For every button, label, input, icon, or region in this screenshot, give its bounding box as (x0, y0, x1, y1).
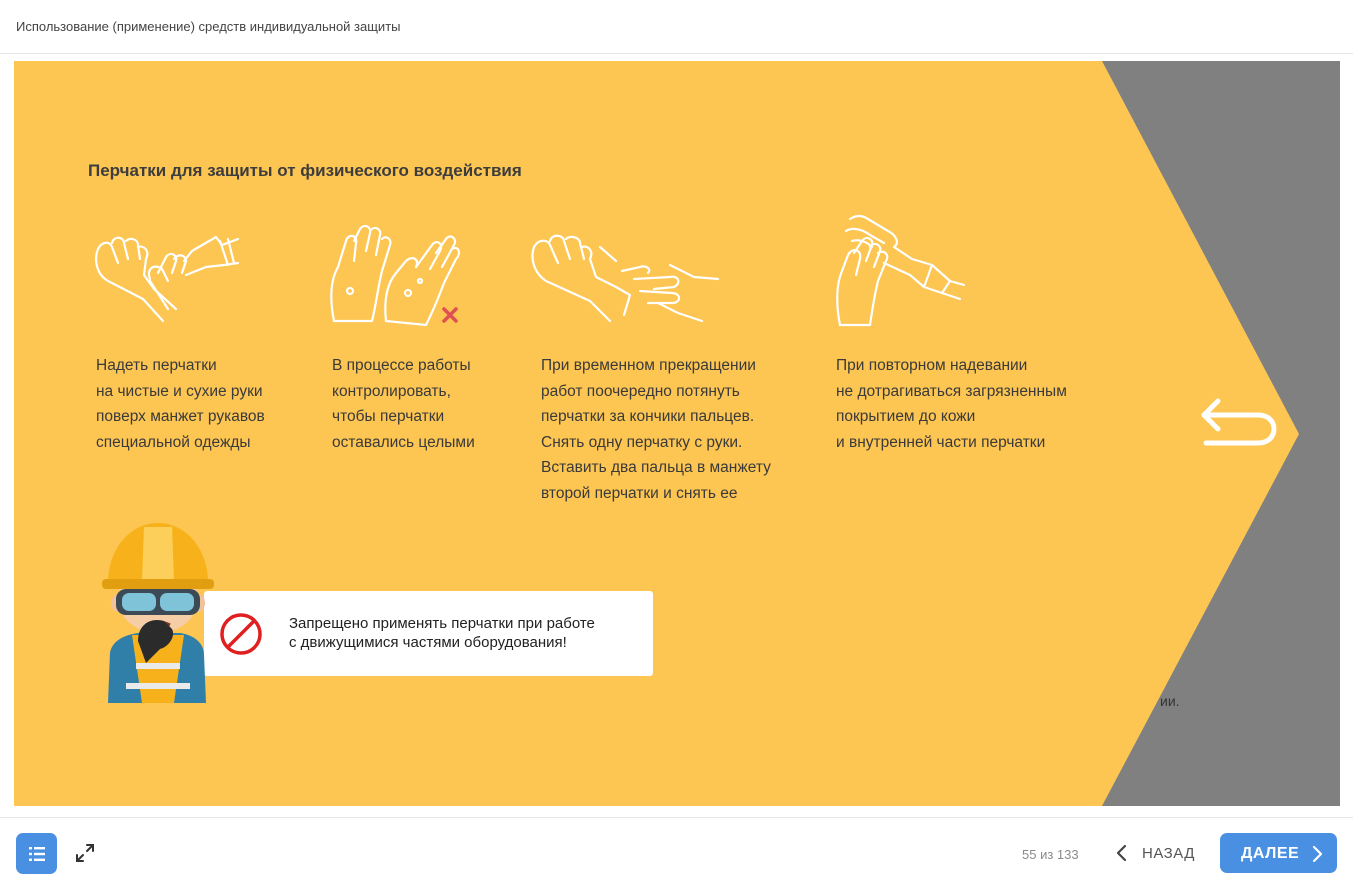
step-4-text (836, 353, 1067, 455)
top-bar (0, 0, 1353, 54)
contents-menu-button[interactable] (16, 833, 57, 874)
page-counter: 55 из 133 (1022, 847, 1079, 862)
expand-icon[interactable] (75, 843, 95, 863)
glove-reapply-icon (832, 213, 972, 328)
step-line: При временном прекращении (541, 357, 756, 374)
cross-icon (441, 306, 459, 324)
step-line: При повторном надевании (836, 357, 1028, 374)
glove-remove-icon (530, 231, 720, 326)
step-3-text (541, 353, 771, 506)
warning-text (289, 614, 595, 652)
step-line: поверх манжет рукавов (96, 408, 265, 425)
step-1-text (96, 353, 265, 455)
worker-character (98, 513, 218, 713)
step-line: Надеть перчатки (96, 357, 217, 374)
warning-line: с движущимися частями оборудования! (289, 634, 567, 651)
step-line: второй перчатки и снять ее (541, 484, 738, 502)
step-line: на чистые и сухие руки (96, 382, 263, 400)
course-title: Использование (применение) средств индивидуальной защиты (16, 19, 401, 34)
ban-icon (218, 611, 264, 657)
chevron-right-icon (1310, 845, 1324, 863)
step-line: чтобы перчатки (332, 408, 445, 425)
step-2-text (332, 353, 475, 455)
warning-line: Запрещено применять перчатки при работе (289, 615, 595, 632)
next-button[interactable] (1220, 833, 1337, 873)
step-line: не дотрагиваться загрязненным (836, 382, 1067, 400)
next-label: ДАЛЕЕ (1241, 845, 1300, 862)
step-line: перчатки за кончики пальцев. (541, 408, 755, 425)
chevron-left-icon (1114, 844, 1130, 862)
step-line: покрытием до кожи (836, 408, 976, 425)
warning-callout (204, 591, 653, 676)
list-icon (27, 844, 47, 864)
gloves-put-on-icon (88, 229, 248, 329)
step-line: и внутренней части перчатки (836, 433, 1046, 451)
back-label: НАЗАД (1142, 845, 1195, 862)
slide (14, 61, 1340, 806)
return-arrow-icon[interactable] (1198, 397, 1278, 449)
partially-hidden-text: ии. (1160, 693, 1180, 709)
step-line: специальной одежды (96, 433, 251, 451)
step-line: оставались целыми (332, 433, 475, 451)
step-line: работ поочередно потянуть (541, 382, 740, 400)
step-line: контролировать, (332, 382, 451, 400)
slide-heading: Перчатки для защиты от физического воздействия (88, 161, 522, 180)
step-line: В процессе работы (332, 357, 471, 374)
step-line: Снять одну перчатку с руки. (541, 433, 743, 451)
footer-bar (0, 817, 1353, 888)
step-line: Вставить два пальца в манжету (541, 459, 771, 476)
